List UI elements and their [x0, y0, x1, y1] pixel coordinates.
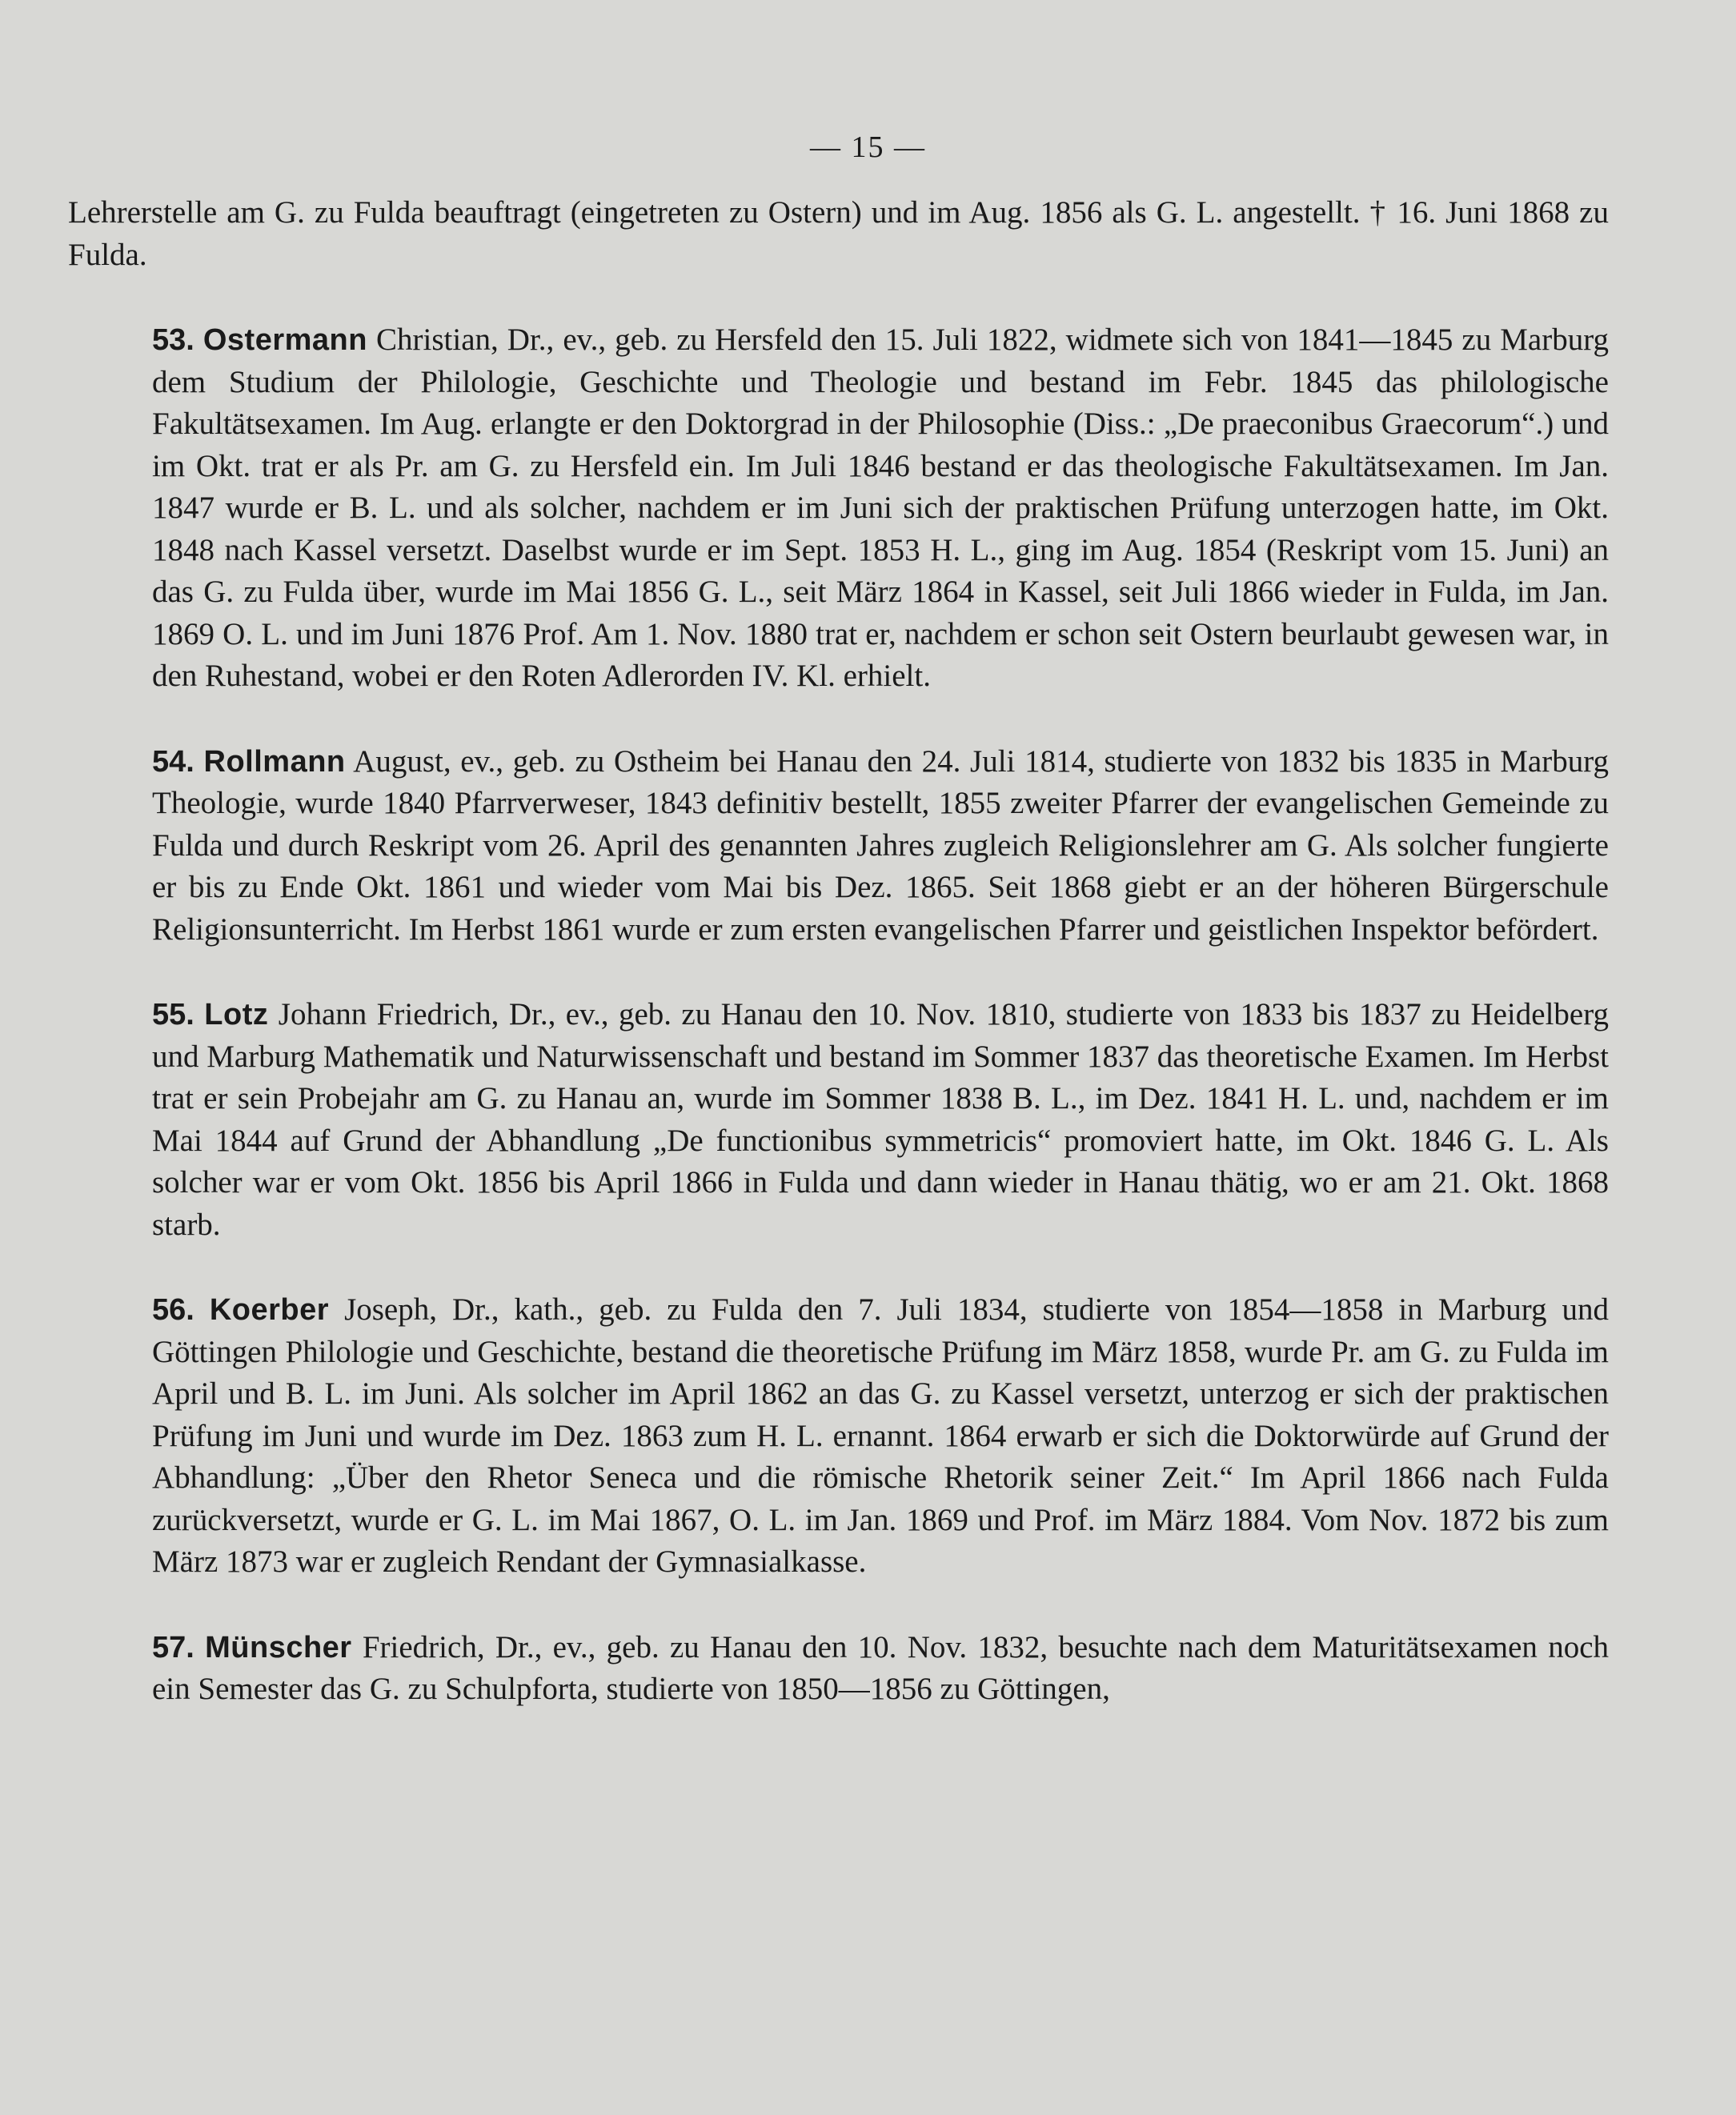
entry-text: Johann Friedrich, Dr., ev., geb. zu Hanau den 10. Nov. 1810, studierte von 1833 bis 1837 zu Heidelberg und Marburg Mathematik und Naturwissenschaft und bestand im Sommer 1837 das theoretische Examen. Im Herbst trat er sein Probejahr am G. zu Hanau an, wurde im Sommer 1838 B. L., im Dez. 1841 H. L. und, nachdem er im Mai 1844 auf Grund der Abhandlung „De functionibus symmetricis“ promoviert hatte, im Okt. 1846 G. L. Als solcher war er vom Okt. 1856 bis April 1866 in Fulda und dann wieder in Hanau thätig, wo er am 21. Okt. 1868 starb. [152, 997, 1610, 1242]
entry-54 [68, 741, 1609, 951]
entry-text: August, ev., geb. zu Ostheim bei Hanau den 24. Juli 1814, studierte von 1832 bis 1835 in Marburg Theologie, wurde 1840 Pfarrverweser, 1843 definitiv bestellt, 1855 zweiter Pfarrer der evangelischen Gemeinde zu Fulda und durch Reskript vom 26. April des genannten Jahres zugleich Religionslehrer am G. Als solcher fungierte er bis zu Ende Okt. 1861 und wieder vom Mai bis Dez. 1865. Seit 1868 giebt er an der höheren Bürgerschule Religionsunterricht. Im Herbst 1861 wurde er zum ersten evangelischen Pfarrer und geistlichen Inspektor befördert. [152, 743, 1609, 947]
entry-surname: Münscher [205, 1630, 352, 1664]
entry-surname: Lotz [204, 998, 269, 1031]
entry-number: 53. [152, 323, 194, 357]
entry-text: Joseph, Dr., kath., geb. zu Fulda den 7. Juli 1834, studierte von 1854—1858 in Marburg und Göttingen Philologie und Geschichte, bestand die theoretische Prüfung im März 1858, wurde Pr. am G. zu Fulda im April und B. L. im Juni. Als solcher im April 1862 an das G. zu Kassel versetzt, unterzog er sich der praktischen Prüfung im Juni und wurde im Dez. 1863 zum H. L. ernannt. 1864 erwarb er sich die Doktorwürde auf Grund der Abhandlung: „Über den Rhetor Seneca und die römische Rhetorik seiner Zeit.“ Im April 1866 nach Fulda zurückversetzt, wurde er G. L. im Mai 1867, O. L. im Jan. 1869 und Prof. im März 1884. Vom Nov. 1872 bis zum März 1873 war er zugleich Rendant der Gymnasialkasse. [152, 1292, 1610, 1579]
page-number: — 15 — [810, 130, 926, 164]
entry-surname: Koerber [209, 1293, 330, 1327]
entry-paragraph [68, 1627, 1609, 1711]
entry-surname: Rollmann [203, 744, 346, 779]
entry-paragraph [68, 319, 1609, 698]
entry-paragraph [68, 994, 1609, 1246]
entry-number: 57. [152, 1630, 194, 1664]
entry-number: 55. [152, 998, 194, 1031]
entry-53 [68, 319, 1609, 698]
intro-paragraph: Lehrerstelle am G. zu Fulda beauftragt (eingetreten zu Ostern) und im Aug. 1856 als G. L. angestellt. † 16. Juni 1868 zu Fulda. [68, 195, 1609, 272]
page-content [68, 192, 1609, 1711]
entry-55 [68, 994, 1609, 1246]
entry-56 [68, 1289, 1609, 1584]
entry-paragraph [68, 741, 1609, 951]
entry-text: Christian, Dr., ev., geb. zu Hersfeld den 15. Juli 1822, widmete sich von 1841—1845 zu Marburg dem Studium der Philologie, Geschichte und Theologie und bestand im Febr. 1845 das philologische Fakultätsexamen. Im Aug. erlangte er den Doktorgrad in der Philosophie (Diss.: „De praeconibus Graecorum“.) und im Okt. trat er als Pr. am G. zu Hersfeld ein. Im Juli 1846 bestand er das theologische Fakultätsexamen. Im Jan. 1847 wurde er B. L. und als solcher, nachdem er im Juni sich der praktischen Prüfung unterzogen hatte, im Okt. 1848 nach Kassel versetzt. Daselbst wurde er im Sept. 1853 H. L., ging im Aug. 1854 (Reskript vom 15. Juni) an das G. zu Fulda über, wurde im Mai 1856 G. L., seit März 1864 in Kassel, seit Juli 1866 wieder in Fulda, im Jan. 1869 O. L. und im Juni 1876 Prof. Am 1. Nov. 1880 trat er, nachdem er schon seit Ostern beurlaubt gewesen war, in den Ruhestand, wobei er den Roten Adlerorden IV. Kl. erhielt. [152, 322, 1609, 693]
entry-paragraph [68, 1289, 1609, 1584]
entry-number: 54. [152, 744, 194, 779]
entry-57 [68, 1627, 1609, 1711]
entry-surname: Ostermann [202, 323, 367, 357]
entry-number: 56. [152, 1293, 194, 1327]
entry-text: Friedrich, Dr., ev., geb. zu Hanau den 10. Nov. 1832, besuchte nach dem Maturitätsexamen noch ein Semester das G. zu Schulpforta, studierte von 1850—1856 zu Göttingen, [152, 1629, 1610, 1706]
